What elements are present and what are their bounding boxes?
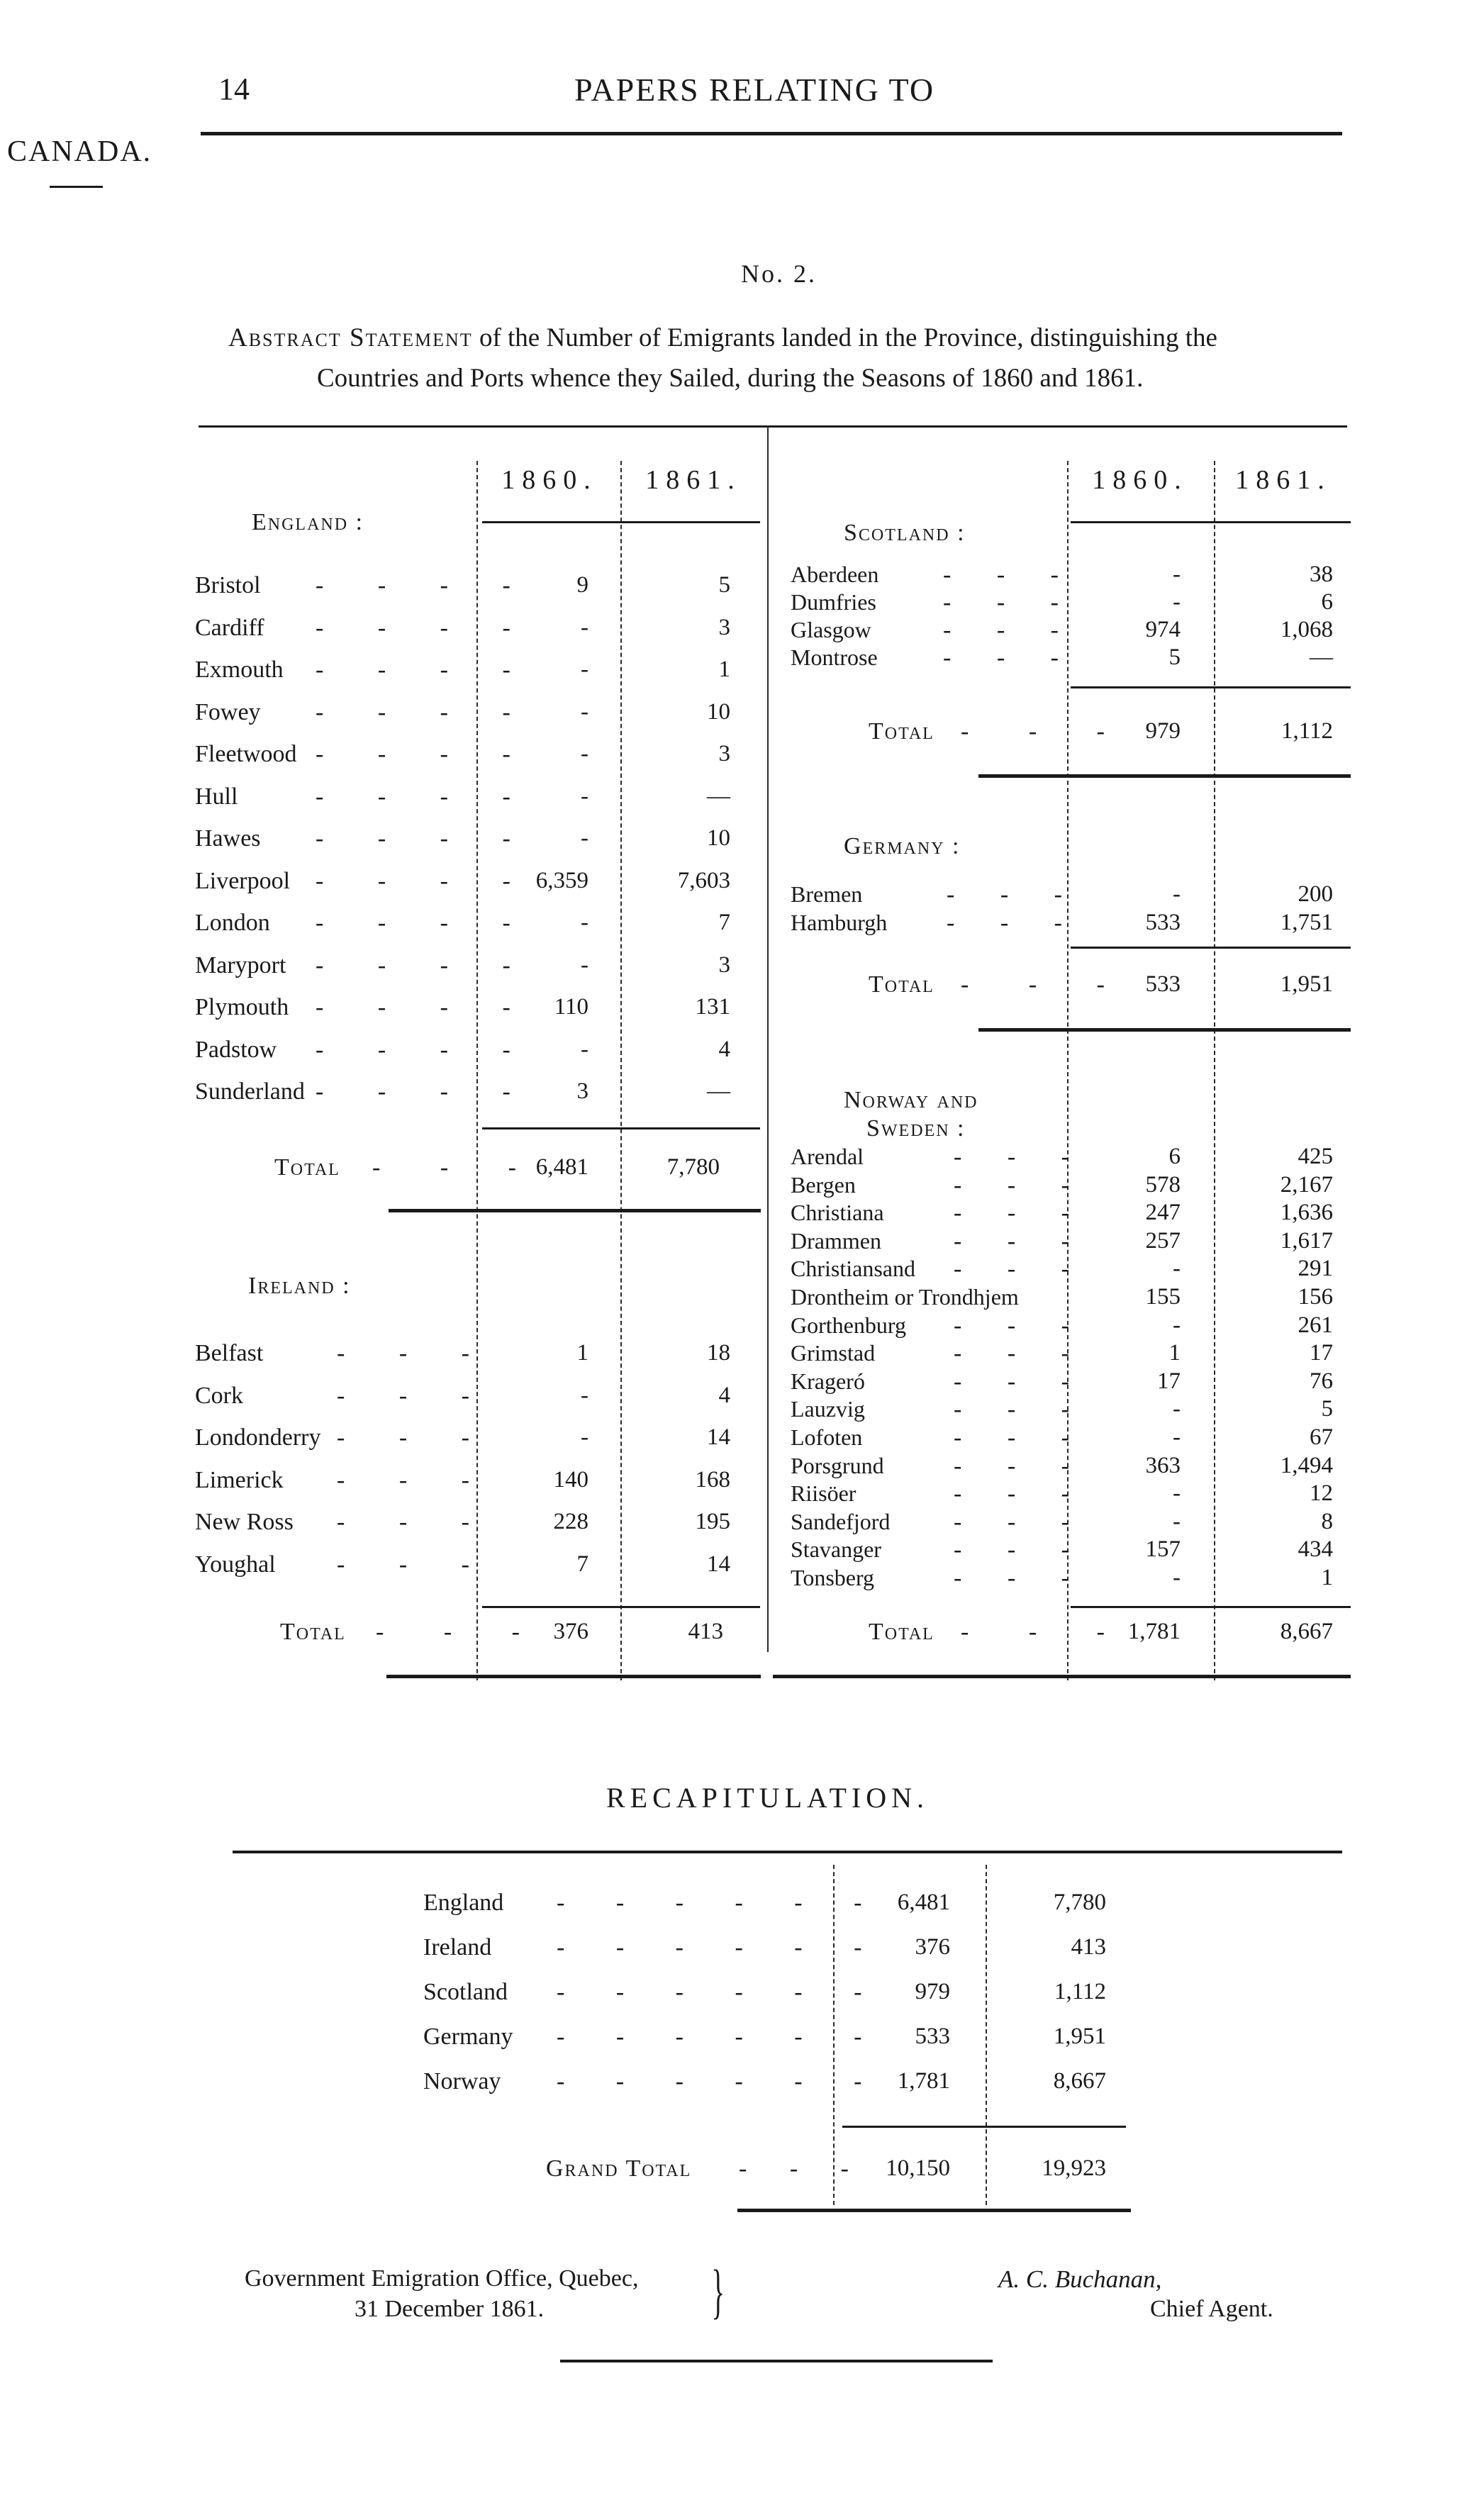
value-1861: 76 [1310, 1368, 1333, 1394]
leader-dots: - - - [947, 910, 1082, 936]
value-1861: 195 [695, 1509, 730, 1534]
recap-top-rule [233, 1851, 1342, 1853]
leader-dots: - - - [337, 1340, 493, 1366]
margin-note-rule [50, 186, 103, 188]
port-name: Scotland [423, 1979, 508, 2005]
value-1860: - [1173, 1256, 1181, 1282]
value-1860: 110 [554, 994, 588, 1020]
ireland-total-rule-bottom [386, 1675, 761, 1678]
value-1860: 363 [1145, 1452, 1181, 1478]
norway-total-1860: 1,781 [1127, 1619, 1181, 1644]
value-1861: 1 [1321, 1565, 1333, 1590]
value-1861: — [707, 1078, 730, 1104]
right-year-1861: 1861. [1235, 465, 1332, 495]
port-name: Krageró [791, 1368, 865, 1394]
scotland-total-1860: 979 [1145, 718, 1181, 744]
value-1860: - [581, 783, 588, 809]
value-1861: 6 [1321, 589, 1333, 615]
value-1860: - [1173, 1424, 1181, 1450]
leader-dots: - - - [943, 617, 1078, 643]
scotland-total-label: Total [869, 718, 935, 744]
leader-dots: - - - - - - [557, 1934, 885, 1960]
port-name: Sunderland [195, 1078, 305, 1105]
value-1861: — [1310, 645, 1333, 670]
germany-total-rule-bottom [978, 1028, 1351, 1032]
port-name: Dumfries [791, 589, 876, 615]
value-1860: - [581, 952, 588, 978]
port-name: New Ross [195, 1509, 294, 1535]
leader-dots: - - - [954, 1424, 1089, 1451]
grand-total-1860: 10,150 [886, 2155, 950, 2181]
port-name: Hamburgh [791, 910, 888, 935]
recap-bottom-rule [737, 2209, 1131, 2212]
value-1860: 228 [553, 1509, 588, 1534]
grand-total-1861: 19,923 [1042, 2155, 1106, 2181]
ireland-total-rule-top [482, 1606, 760, 1608]
leader-dots: - - - [954, 1480, 1089, 1507]
port-name: Bristol [195, 572, 261, 598]
value-1860: - [581, 825, 588, 851]
value-1860: 1 [1168, 1340, 1181, 1366]
value-1861: 4 [718, 1382, 730, 1408]
recapitulation-title: RECAPITULATION. [606, 1782, 929, 1814]
value-1860: - [581, 1036, 588, 1062]
england-total-rule-top [482, 1127, 760, 1129]
port-name: Porsgrund [791, 1452, 884, 1478]
norway-total-rule-bottom [773, 1675, 1351, 1678]
value-1861: 38 [1310, 562, 1333, 587]
leader-dots: - - - - [316, 783, 535, 810]
port-name: Aberdeen [791, 562, 879, 587]
leader-dots: - - - - - - [557, 2024, 885, 2050]
section-heading-germany: Germany : [844, 833, 961, 859]
leader-dots: - - - - - - [557, 1890, 885, 1916]
port-name: Gorthenburg [791, 1312, 906, 1338]
value-1861: 14 [707, 1551, 730, 1577]
value-1861: 291 [1298, 1256, 1333, 1282]
leader-dots: - - - - [316, 825, 535, 852]
port-name: Hull [195, 783, 238, 810]
port-name: Padstow [195, 1036, 277, 1063]
value-1860: 533 [915, 2024, 950, 2049]
value-1861: 1,636 [1280, 1200, 1333, 1226]
value-1861: 10 [707, 825, 730, 851]
value-1860: 6,481 [897, 1890, 950, 1915]
germany-total-label: Total [869, 971, 935, 998]
footer-rule [560, 2360, 993, 2362]
recap-total-rule-top [842, 2126, 1126, 2128]
leader-dots: - - - [943, 589, 1078, 615]
leader-dots: - - - - [316, 867, 535, 894]
value-1861: 261 [1298, 1312, 1333, 1338]
value-1861: 3 [718, 741, 730, 766]
leader-dots: - - - [954, 1200, 1089, 1227]
value-1860: 140 [553, 1466, 588, 1493]
value-1860: 376 [915, 1934, 950, 1960]
value-1860: 578 [1145, 1171, 1181, 1198]
leader-dots: - - - [947, 881, 1082, 908]
value-1860: 3 [576, 1078, 588, 1104]
value-1860: - [1173, 1508, 1181, 1534]
leader-dots: - - - [954, 1565, 1089, 1591]
leader-dots: - - - [954, 1368, 1089, 1395]
office-line-2: 31 December 1861. [355, 2296, 545, 2322]
value-1861: 12 [1310, 1480, 1333, 1507]
left-col-divider-1 [476, 461, 478, 1680]
value-1860: 9 [576, 572, 588, 598]
port-name: England [423, 1890, 504, 1916]
leader-dots: - - - [954, 1508, 1089, 1535]
abstract-title-lead: Abstract Statement [228, 323, 473, 352]
value-1860: - [1173, 1312, 1181, 1338]
value-1860: - [581, 1382, 588, 1408]
value-1860: - [581, 698, 588, 725]
port-name: Fleetwood [195, 741, 297, 767]
leader-dots: - - - [954, 1256, 1089, 1283]
scotland-total-rule-top [1071, 686, 1351, 688]
norway-total-dots: - - - [961, 1619, 1132, 1645]
leader-dots: - - - [954, 1144, 1089, 1170]
england-total-rule-bottom [389, 1209, 761, 1212]
value-1860: - [1173, 562, 1181, 587]
port-name: London [195, 910, 270, 936]
office-brace: } [711, 2257, 725, 2325]
value-1861: 8,667 [1053, 2068, 1106, 2094]
value-1861: 14 [707, 1424, 730, 1450]
ireland-total-dots: - - - [376, 1619, 547, 1645]
value-1861: 168 [695, 1466, 730, 1493]
value-1860: - [581, 614, 588, 640]
leader-dots: - - - [337, 1509, 493, 1535]
leader-dots: - - - [954, 1312, 1089, 1339]
port-name: Exmouth [195, 657, 284, 683]
leader-dots: - - - [954, 1536, 1089, 1563]
value-1860: 6,359 [535, 867, 588, 893]
port-name: Christiana [791, 1200, 884, 1226]
recap-divider-2 [986, 1865, 987, 2205]
port-name: Youghal [195, 1551, 276, 1578]
port-name: Germany [423, 2024, 513, 2050]
norway-total-1861: 8,667 [1280, 1619, 1333, 1644]
leader-dots: - - - - [316, 1078, 535, 1105]
left-header-rule [482, 521, 760, 523]
england-total-dots: - - - [372, 1154, 543, 1181]
norway-total-rule-top [1071, 1606, 1351, 1608]
value-1860: 974 [1145, 617, 1181, 642]
germany-total-1860: 533 [1145, 971, 1181, 997]
value-1861: 4 [718, 1036, 730, 1062]
margin-note: CANADA. [7, 135, 152, 168]
value-1860: - [581, 741, 588, 766]
leader-dots: - - - - [316, 614, 535, 641]
value-1860: 5 [1168, 645, 1181, 670]
value-1861: 3 [718, 614, 730, 640]
leader-dots: - - - [337, 1551, 493, 1578]
england-total-label: Total [274, 1154, 340, 1181]
leader-dots: - - - [954, 1171, 1089, 1198]
leader-dots: - - - - [316, 698, 535, 725]
section-heading-ireland: Ireland : [248, 1273, 351, 1299]
norway-total-label: Total [869, 1619, 935, 1645]
port-name: Bergen [791, 1171, 856, 1198]
port-name: Drontheim or Trondhjem [791, 1284, 1019, 1310]
value-1860: - [1173, 1565, 1181, 1590]
value-1861: 3 [718, 952, 730, 978]
port-name: Lofoten [791, 1424, 863, 1450]
value-1861: 1,951 [1053, 2024, 1106, 2049]
leader-dots: - - - [943, 562, 1078, 588]
port-name: Tonsberg [791, 1565, 875, 1590]
section-heading-norway-line2: Sweden : [866, 1115, 966, 1142]
leader-dots: - - - - [316, 741, 535, 767]
port-name: Glasgow [791, 617, 871, 642]
leader-dots: - - - - - - [557, 1979, 885, 2005]
section-heading-england: England : [252, 509, 364, 535]
left-col-divider-2 [620, 461, 622, 1680]
value-1861: 425 [1298, 1144, 1333, 1169]
leader-dots: - - - - [316, 1036, 535, 1063]
port-name: Sandefjord [791, 1508, 891, 1534]
value-1861: 413 [1071, 1934, 1106, 1960]
port-name: Grimstad [791, 1340, 876, 1366]
value-1861: 2,167 [1280, 1171, 1333, 1198]
value-1860: 533 [1145, 910, 1181, 935]
center-divider [767, 425, 769, 1652]
value-1860: 155 [1145, 1284, 1181, 1310]
value-1861: — [707, 783, 730, 809]
leader-dots: - - - [337, 1466, 493, 1493]
value-1861: 7,603 [677, 867, 730, 893]
value-1860: - [1173, 1396, 1181, 1422]
port-name: Christiansand [791, 1256, 915, 1282]
right-col-divider-2 [1214, 461, 1215, 1680]
germany-total-dots: - - - [961, 971, 1132, 998]
value-1861: 18 [707, 1340, 730, 1366]
right-header-rule [1071, 521, 1351, 523]
port-name: Drammen [791, 1227, 881, 1254]
grand-total-label: Grand Total [546, 2155, 692, 2182]
germany-total-1861: 1,951 [1280, 971, 1333, 997]
port-name: Norway [423, 2068, 501, 2094]
office-line-1: Government Emigration Office, Quebec, [245, 2265, 639, 2292]
abstract-title-line1: of the Number of Emigrants landed in the Province, distinguishing the [479, 323, 1217, 352]
value-1860: - [581, 910, 588, 935]
right-year-1860: 1860. [1092, 465, 1188, 495]
port-name: Cork [195, 1382, 243, 1409]
value-1861: 1,068 [1280, 617, 1333, 642]
port-name: Fowey [195, 698, 261, 725]
port-name: Liverpool [195, 867, 291, 894]
value-1861: 7 [718, 910, 730, 935]
leader-dots: - - - [337, 1382, 493, 1409]
value-1860: 7 [576, 1551, 588, 1577]
value-1861: 7,780 [1053, 1890, 1106, 1915]
leader-dots: - - - - [316, 994, 535, 1020]
england-total-1860: 6,481 [535, 1154, 588, 1180]
section-heading-scotland: Scotland : [844, 520, 966, 546]
value-1860: 6 [1168, 1144, 1181, 1169]
port-name: Limerick [195, 1466, 284, 1493]
left-year-1861: 1861. [645, 465, 742, 495]
port-name: Riisöer [791, 1480, 857, 1507]
page-number: 14 [218, 72, 250, 106]
port-name: Cardiff [195, 614, 264, 641]
port-name: Londonderry [195, 1424, 321, 1451]
document-number: No. 2. [741, 260, 817, 288]
port-name: Stavanger [791, 1536, 881, 1563]
abstract-title-line2: Countries and Ports whence they Sailed, during the Seasons of 1860 and 1861. [317, 364, 1144, 393]
value-1861: 131 [695, 994, 730, 1020]
leader-dots: - - - - [316, 910, 535, 936]
value-1860: - [581, 1424, 588, 1450]
port-name: Montrose [791, 645, 878, 670]
leader-dots: - - - - [316, 657, 535, 683]
running-title: PAPERS RELATING TO [574, 72, 935, 108]
table-top-rule [199, 425, 1347, 428]
value-1861: 5 [1321, 1396, 1333, 1422]
value-1860: 247 [1145, 1200, 1181, 1226]
grand-total-dots: - - - [739, 2155, 867, 2182]
value-1860: 157 [1145, 1536, 1181, 1563]
section-heading-norway-line1: Norway and [844, 1087, 978, 1113]
value-1860: 1,781 [897, 2068, 950, 2094]
value-1860: 257 [1145, 1227, 1181, 1254]
port-name: Belfast [195, 1340, 264, 1366]
value-1861: 1,751 [1280, 910, 1333, 935]
value-1860: 1 [576, 1340, 588, 1366]
value-1861: 1,112 [1054, 1979, 1106, 2004]
value-1861: 156 [1298, 1284, 1333, 1310]
ireland-total-1860: 376 [553, 1619, 588, 1644]
value-1860: 17 [1157, 1368, 1181, 1394]
scotland-total-dots: - - - [961, 718, 1132, 744]
leader-dots: - - - [954, 1396, 1089, 1423]
value-1861: 10 [707, 698, 730, 725]
leader-dots: - - - [337, 1424, 493, 1451]
value-1861: 1 [718, 657, 730, 682]
signature-name: A. C. Buchanan, [998, 2265, 1162, 2293]
value-1861: 200 [1298, 881, 1333, 907]
header-rule [201, 132, 1342, 135]
port-name: Ireland [423, 1934, 492, 1960]
value-1861: 1,617 [1280, 1227, 1333, 1254]
port-name: Bremen [791, 881, 863, 907]
abstract-title [228, 323, 1217, 353]
leader-dots: - - - [954, 1340, 1089, 1367]
scotland-total-1861: 1,112 [1281, 718, 1333, 744]
value-1861: 434 [1298, 1536, 1333, 1563]
value-1860: - [1173, 881, 1181, 907]
leader-dots: - - - - - - [557, 2068, 885, 2094]
value-1861: 1,494 [1280, 1452, 1333, 1478]
value-1861: 17 [1310, 1340, 1333, 1366]
leader-dots: - - - [954, 1452, 1089, 1479]
value-1861: 8 [1321, 1508, 1333, 1534]
england-total-1861: 7,780 [666, 1154, 720, 1180]
port-name: Arendal [791, 1144, 864, 1169]
ireland-total-label: Total [280, 1619, 346, 1645]
port-name: Hawes [195, 825, 261, 852]
port-name: Maryport [195, 952, 286, 978]
port-name: Lauzvig [791, 1396, 865, 1422]
value-1861: 5 [718, 572, 730, 598]
value-1861: 67 [1310, 1424, 1333, 1450]
ireland-total-1861: 413 [688, 1619, 723, 1644]
scotland-total-rule-bottom [978, 774, 1351, 778]
value-1860: - [1173, 589, 1181, 615]
germany-total-rule-top [1071, 947, 1351, 949]
value-1860: - [581, 657, 588, 682]
port-name: Plymouth [195, 994, 289, 1020]
leader-dots: - - - - [316, 952, 535, 978]
leader-dots: - - - [954, 1227, 1089, 1254]
signature-title: Chief Agent. [1150, 2296, 1273, 2322]
value-1860: 979 [915, 1979, 950, 2004]
left-year-1860: 1860. [501, 465, 598, 495]
leader-dots: - - - - [316, 572, 535, 598]
leader-dots: - - - [943, 645, 1078, 671]
value-1860: - [1173, 1480, 1181, 1507]
